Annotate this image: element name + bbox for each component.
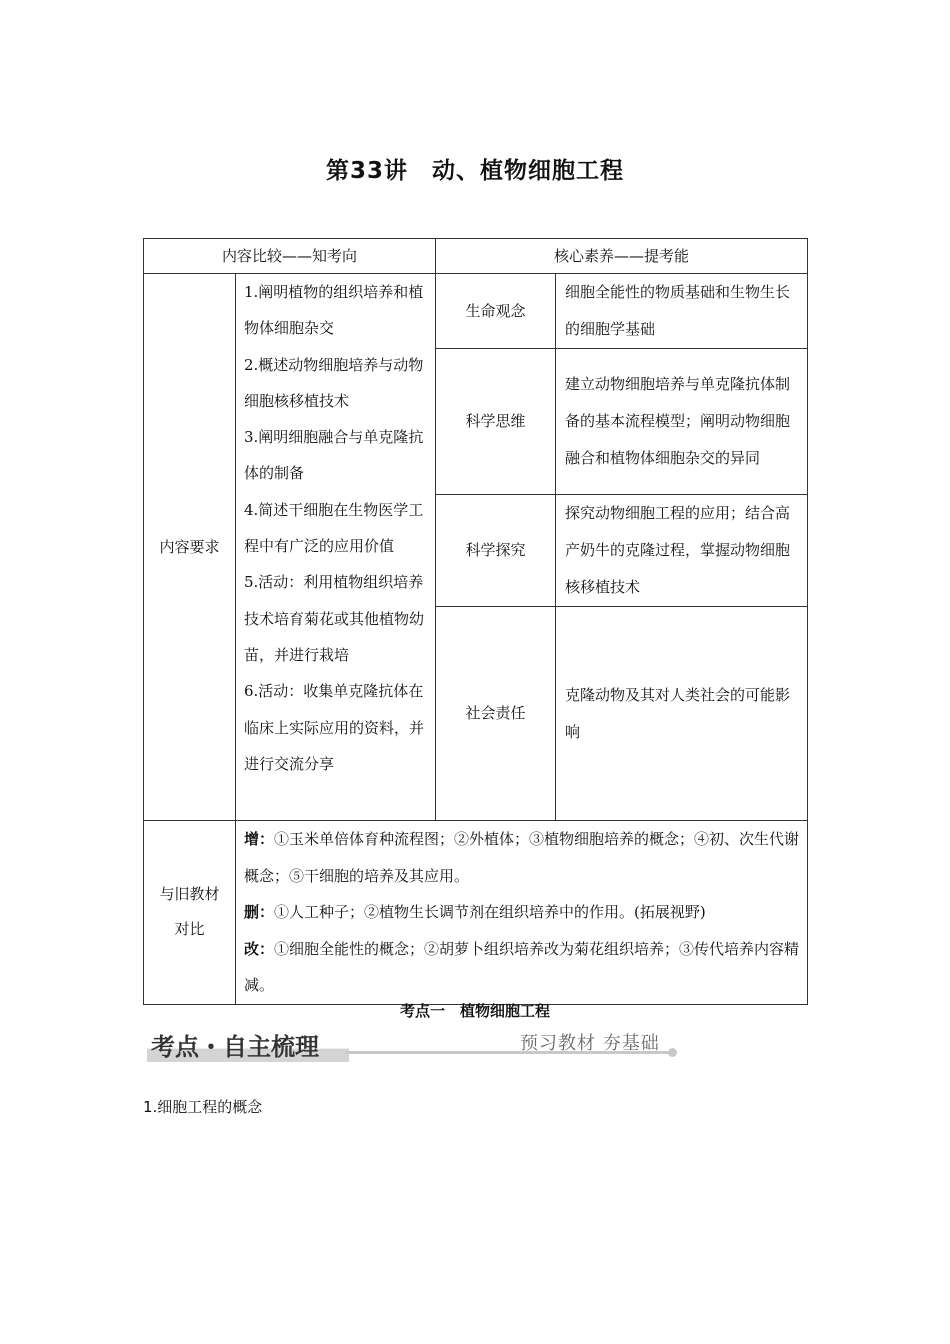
header-core-literacy: 核心素养——提考能 [436,239,808,274]
literacy-name: 科学思维 [436,349,556,495]
section-heading: 考点一 植物细胞工程 [399,1002,550,1020]
subheading: 1.细胞工程的概念 [143,1098,263,1116]
compare-content [236,821,808,1005]
requirement-item: 2.概述动物细胞培养与动物细胞核移植技术 [244,355,424,410]
overview-table [143,238,808,1005]
modify-text: ①细胞全能性的概念；②胡萝卜组织培养改为菊花组织培养；③传代培养内容精减。 [244,939,800,994]
add-text: ①玉米单倍体育种流程图；②外植体；③植物细胞培养的概念；④初、次生代谢概念；⑤干细胞的培养及其应用。 [244,830,800,885]
banner-subtitle: 预习教材 夯基础 [520,1033,660,1054]
add-label: 增： [244,830,275,848]
requirements-list [236,274,436,821]
requirement-item: 5.活动：利用植物组织培养技术培育菊花或其他植物幼苗，并进行栽培 [244,573,425,664]
literacy-name: 科学探究 [436,495,556,607]
requirement-item: 3.阐明细胞融合与单克隆抗体的制备 [244,428,424,483]
delete-text: ①人工种子；②植物生长调节剂在组织培养中的作用。(拓展视野) [274,903,706,921]
requirement-item: 4.简述干细胞在生物医学工程中有广泛的应用价值 [244,500,424,556]
header-content-compare: 内容比较——知考向 [144,239,436,274]
banner-title: 考点・自主梳理 [147,1032,349,1062]
literacy-desc: 建立动物细胞培养与单克隆抗体制备的基本流程模型；阐明动物细胞融合和植物体细胞杂交的异同 [556,349,808,495]
banner-dot [668,1048,677,1057]
page-title: 第33讲 动、植物细胞工程 [325,158,624,184]
literacy-desc: 细胞全能性的物质基础和生物生长的细胞学基础 [556,274,808,349]
modify-label: 改： [244,939,275,958]
delete-label: 删： [244,903,275,921]
literacy-desc: 探究动物细胞工程的应用；结合高产奶牛的克隆过程，掌握动物细胞核移植技术 [556,495,808,607]
section-banner [147,1028,687,1068]
literacy-name: 社会责任 [436,607,556,821]
requirement-item: 6.活动：收集单克隆抗体在临床上实际应用的资料，并进行交流分享 [244,682,425,773]
content-requirements-label: 内容要求 [144,274,236,821]
literacy-name: 生命观念 [436,274,556,349]
literacy-desc: 克隆动物及其对人类社会的可能影响 [556,607,808,821]
old-textbook-compare-label: 与旧教材对比 [144,821,236,1005]
requirement-item: 1.阐明植物的组织培养和植物体细胞杂交 [244,283,424,338]
